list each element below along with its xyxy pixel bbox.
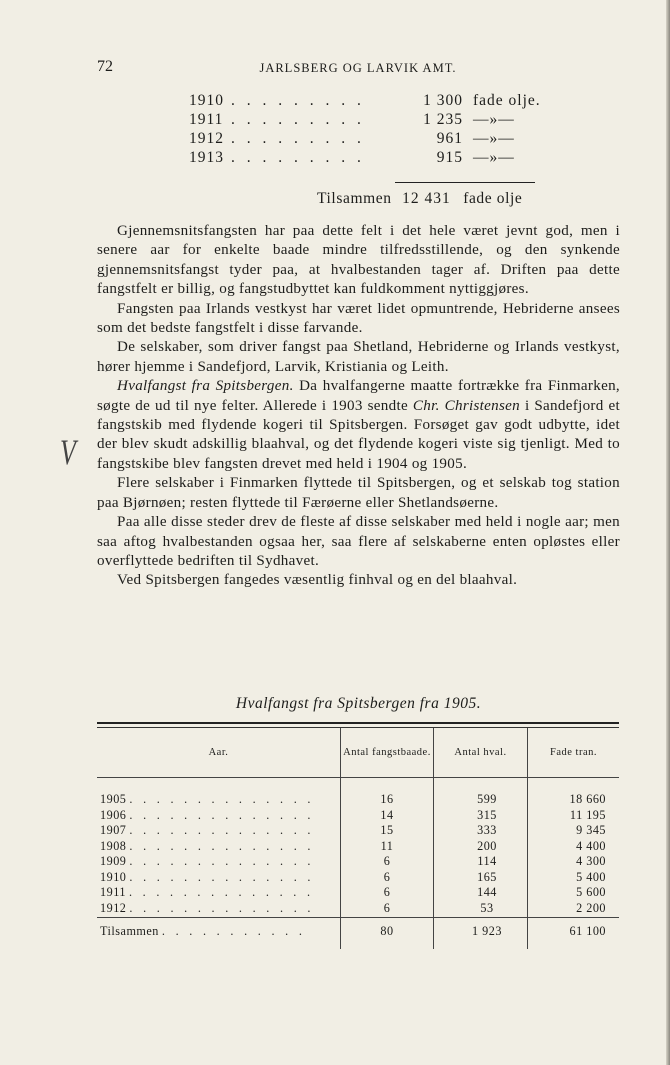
leader-dots: . . . . . . . . . . . bbox=[161, 924, 306, 938]
oil-amount: 1 235 bbox=[423, 111, 463, 128]
row-year bbox=[100, 901, 314, 916]
year: 1908 bbox=[100, 838, 127, 853]
header-boats: Antal fangstbaade. bbox=[343, 746, 431, 758]
oil-total bbox=[317, 190, 522, 208]
leader-dots: . . . . . . . . . bbox=[231, 92, 365, 109]
paragraph: Gjennemsnitsfangsten har paa dette felt i det hele været jevnt god, men i senere aar for enkelte baade mindre tilfredsstillende, og den synkende gjennemsnitsfangst tyder paa, at hvalbestanden tager af. Driften paa dette fangstfelt er billig, og fangstudbyttet kan fuldkomment nyttiggjøres. bbox=[97, 223, 620, 298]
paragraph: Flere selskaber i Finmarken flyttede til Spitsbergen, og et selskab tog station paa Bjørnøen; resten flyttede til Færøerne eller Shetlandsøerne. bbox=[97, 475, 620, 511]
table-row bbox=[97, 854, 619, 869]
cell-oil: 4 300 bbox=[576, 854, 606, 868]
paragraph: De selskaber, som driver fangst paa Shetland, Hebriderne og Irlands vestkyst, hører hjemme i Sandefjord, Larvik, Kristiania og Leith. bbox=[97, 339, 620, 375]
row-total-label bbox=[100, 924, 306, 939]
oil-amount: 915 bbox=[436, 149, 463, 166]
total-oil: 61 100 bbox=[569, 924, 606, 938]
row-year bbox=[100, 885, 314, 900]
leader-dots: . . . . . . . . . . . . . . bbox=[129, 823, 315, 837]
table-total-row bbox=[97, 924, 619, 939]
cell-oil: 2 200 bbox=[576, 900, 606, 915]
cell-whales: 165 bbox=[477, 869, 497, 884]
oil-row bbox=[189, 92, 549, 111]
row-year bbox=[100, 808, 314, 823]
oil-amount: 1 300 bbox=[423, 92, 463, 109]
oil-total-unit: fade olje bbox=[463, 190, 523, 207]
paragraph-text: i Sandefjord et fangstskib med flydende kogeri til Spitsbergen. Forsøget gav godt udbytte, idet der blev skudt adskillig blaahval, og det flydende kogeri viste sig tjenligt. Med to fangstskibe blev fangsten drevet med held i 1904 og 1905. bbox=[97, 397, 620, 472]
paragraph: Fangsten paa Irlands vestkyst har været lidet opmuntrende, Hebriderne ansees som det bedste fangstfelt i disse farvande. bbox=[97, 300, 620, 337]
oil-row bbox=[189, 111, 549, 130]
cell-whales: 200 bbox=[477, 838, 497, 853]
sum-rule bbox=[395, 182, 535, 183]
leader-dots: . . . . . . . . . . . . . . bbox=[129, 869, 315, 884]
paragraph bbox=[97, 377, 620, 474]
total-label: Tilsammen bbox=[100, 924, 159, 938]
cell-whales: 53 bbox=[480, 900, 494, 915]
oil-total-amount: 12 431 bbox=[402, 190, 451, 207]
cell-boats: 6 bbox=[383, 900, 391, 915]
table-rule bbox=[97, 722, 619, 724]
oil-year: 1911 bbox=[189, 111, 224, 128]
row-year bbox=[100, 839, 314, 854]
oil-year: 1912 bbox=[189, 130, 224, 147]
year: 1910 bbox=[100, 869, 127, 884]
cell-boats: 6 bbox=[383, 869, 391, 884]
total-boats: 80 bbox=[380, 924, 394, 938]
table-row bbox=[97, 901, 619, 916]
oil-production-list bbox=[189, 92, 549, 168]
paragraph-text: Da hvalfangerne maatte fortrække fra Finmarken, søgte de ud til nye felter. Allerede i 1903 sendte bbox=[97, 378, 621, 414]
row-year bbox=[100, 870, 314, 885]
leader-dots: . . . . . . . . . . . . . . bbox=[129, 792, 315, 806]
leader-dots: . . . . . . . . . . . . . . bbox=[129, 807, 315, 822]
header-whales: Antal hval. bbox=[454, 746, 507, 758]
cell-oil: 18 660 bbox=[569, 792, 606, 806]
cell-boats: 6 bbox=[383, 854, 391, 868]
table-row bbox=[97, 808, 619, 823]
leader-dots: . . . . . . . . . bbox=[231, 149, 365, 166]
row-year bbox=[100, 823, 314, 838]
cell-boats: 16 bbox=[380, 792, 394, 806]
page-number: 72 bbox=[97, 58, 113, 75]
oil-row bbox=[189, 130, 549, 149]
cell-oil: 5 400 bbox=[576, 869, 606, 884]
cell-boats: 14 bbox=[380, 807, 394, 822]
cell-boats: 11 bbox=[380, 838, 394, 853]
oil-unit: fade olje. bbox=[473, 92, 541, 109]
cell-boats: 15 bbox=[380, 823, 394, 837]
person-name: Chr. Christensen bbox=[412, 397, 521, 414]
section-heading: Hvalfangst fra Spitsbergen. bbox=[117, 378, 294, 395]
header-year: Aar. bbox=[208, 746, 229, 758]
oil-amount: 961 bbox=[436, 130, 463, 147]
oil-total-label: Tilsammen bbox=[317, 190, 392, 207]
table-row bbox=[97, 839, 619, 854]
leader-dots: . . . . . . . . . . . . . . bbox=[129, 900, 315, 915]
table-caption: Hvalfangst fra Spitsbergen fra 1905. bbox=[235, 695, 482, 712]
year: 1906 bbox=[100, 807, 127, 822]
margin-annotation: V bbox=[60, 432, 76, 473]
whaling-table bbox=[97, 722, 619, 942]
table-row bbox=[97, 885, 619, 900]
oil-unit: —»— bbox=[473, 130, 515, 147]
table-rule bbox=[97, 917, 619, 918]
cell-oil: 4 400 bbox=[576, 838, 606, 853]
oil-unit: —»— bbox=[473, 149, 515, 166]
leader-dots: . . . . . . . . . . . . . . bbox=[129, 838, 315, 853]
leader-dots: . . . . . . . . . bbox=[231, 130, 365, 147]
page-header bbox=[97, 58, 619, 80]
body-text bbox=[97, 222, 620, 591]
cell-whales: 144 bbox=[477, 885, 497, 899]
running-title: JARLSBERG OG LARVIK AMT. bbox=[259, 61, 457, 75]
oil-row bbox=[189, 149, 549, 168]
paragraph: Paa alle disse steder drev de fleste af disse selskaber med held i nogle aar; men saa aftog hvalbestanden ogsaa her, saa flere af selskaberne enten opløstes eller overflyttede bedriften til Sydhavet. bbox=[97, 514, 620, 569]
oil-year: 1910 bbox=[189, 92, 224, 109]
table-row bbox=[97, 792, 619, 807]
row-year bbox=[100, 854, 314, 869]
cell-oil: 11 195 bbox=[569, 807, 606, 822]
row-year bbox=[100, 792, 314, 807]
leader-dots: . . . . . . . . . . . . . . bbox=[129, 854, 315, 868]
cell-whales: 333 bbox=[477, 823, 497, 837]
oil-year: 1913 bbox=[189, 149, 224, 166]
cell-oil: 5 600 bbox=[576, 885, 606, 899]
year: 1905 bbox=[100, 792, 127, 806]
leader-dots: . . . . . . . . . . . . . . bbox=[128, 885, 314, 899]
cell-whales: 114 bbox=[477, 854, 497, 868]
table-row bbox=[97, 870, 619, 885]
cell-oil: 9 345 bbox=[576, 823, 606, 837]
oil-unit: —»— bbox=[473, 111, 515, 128]
header-oil: Fade tran. bbox=[550, 746, 597, 758]
table-rule bbox=[97, 777, 619, 778]
table-row bbox=[97, 823, 619, 838]
leader-dots: . . . . . . . . . bbox=[231, 111, 365, 128]
year: 1907 bbox=[100, 823, 127, 837]
year: 1909 bbox=[100, 854, 127, 868]
total-whales: 1 923 bbox=[472, 924, 502, 938]
cell-whales: 315 bbox=[477, 807, 497, 822]
cell-whales: 599 bbox=[477, 792, 497, 806]
paragraph: Ved Spitsbergen fangedes væsentlig finhval og en del blaahval. bbox=[117, 572, 518, 589]
cell-boats: 6 bbox=[383, 885, 391, 899]
year: 1912 bbox=[100, 900, 127, 915]
year: 1911 bbox=[100, 885, 126, 899]
page-edge bbox=[666, 0, 670, 1065]
